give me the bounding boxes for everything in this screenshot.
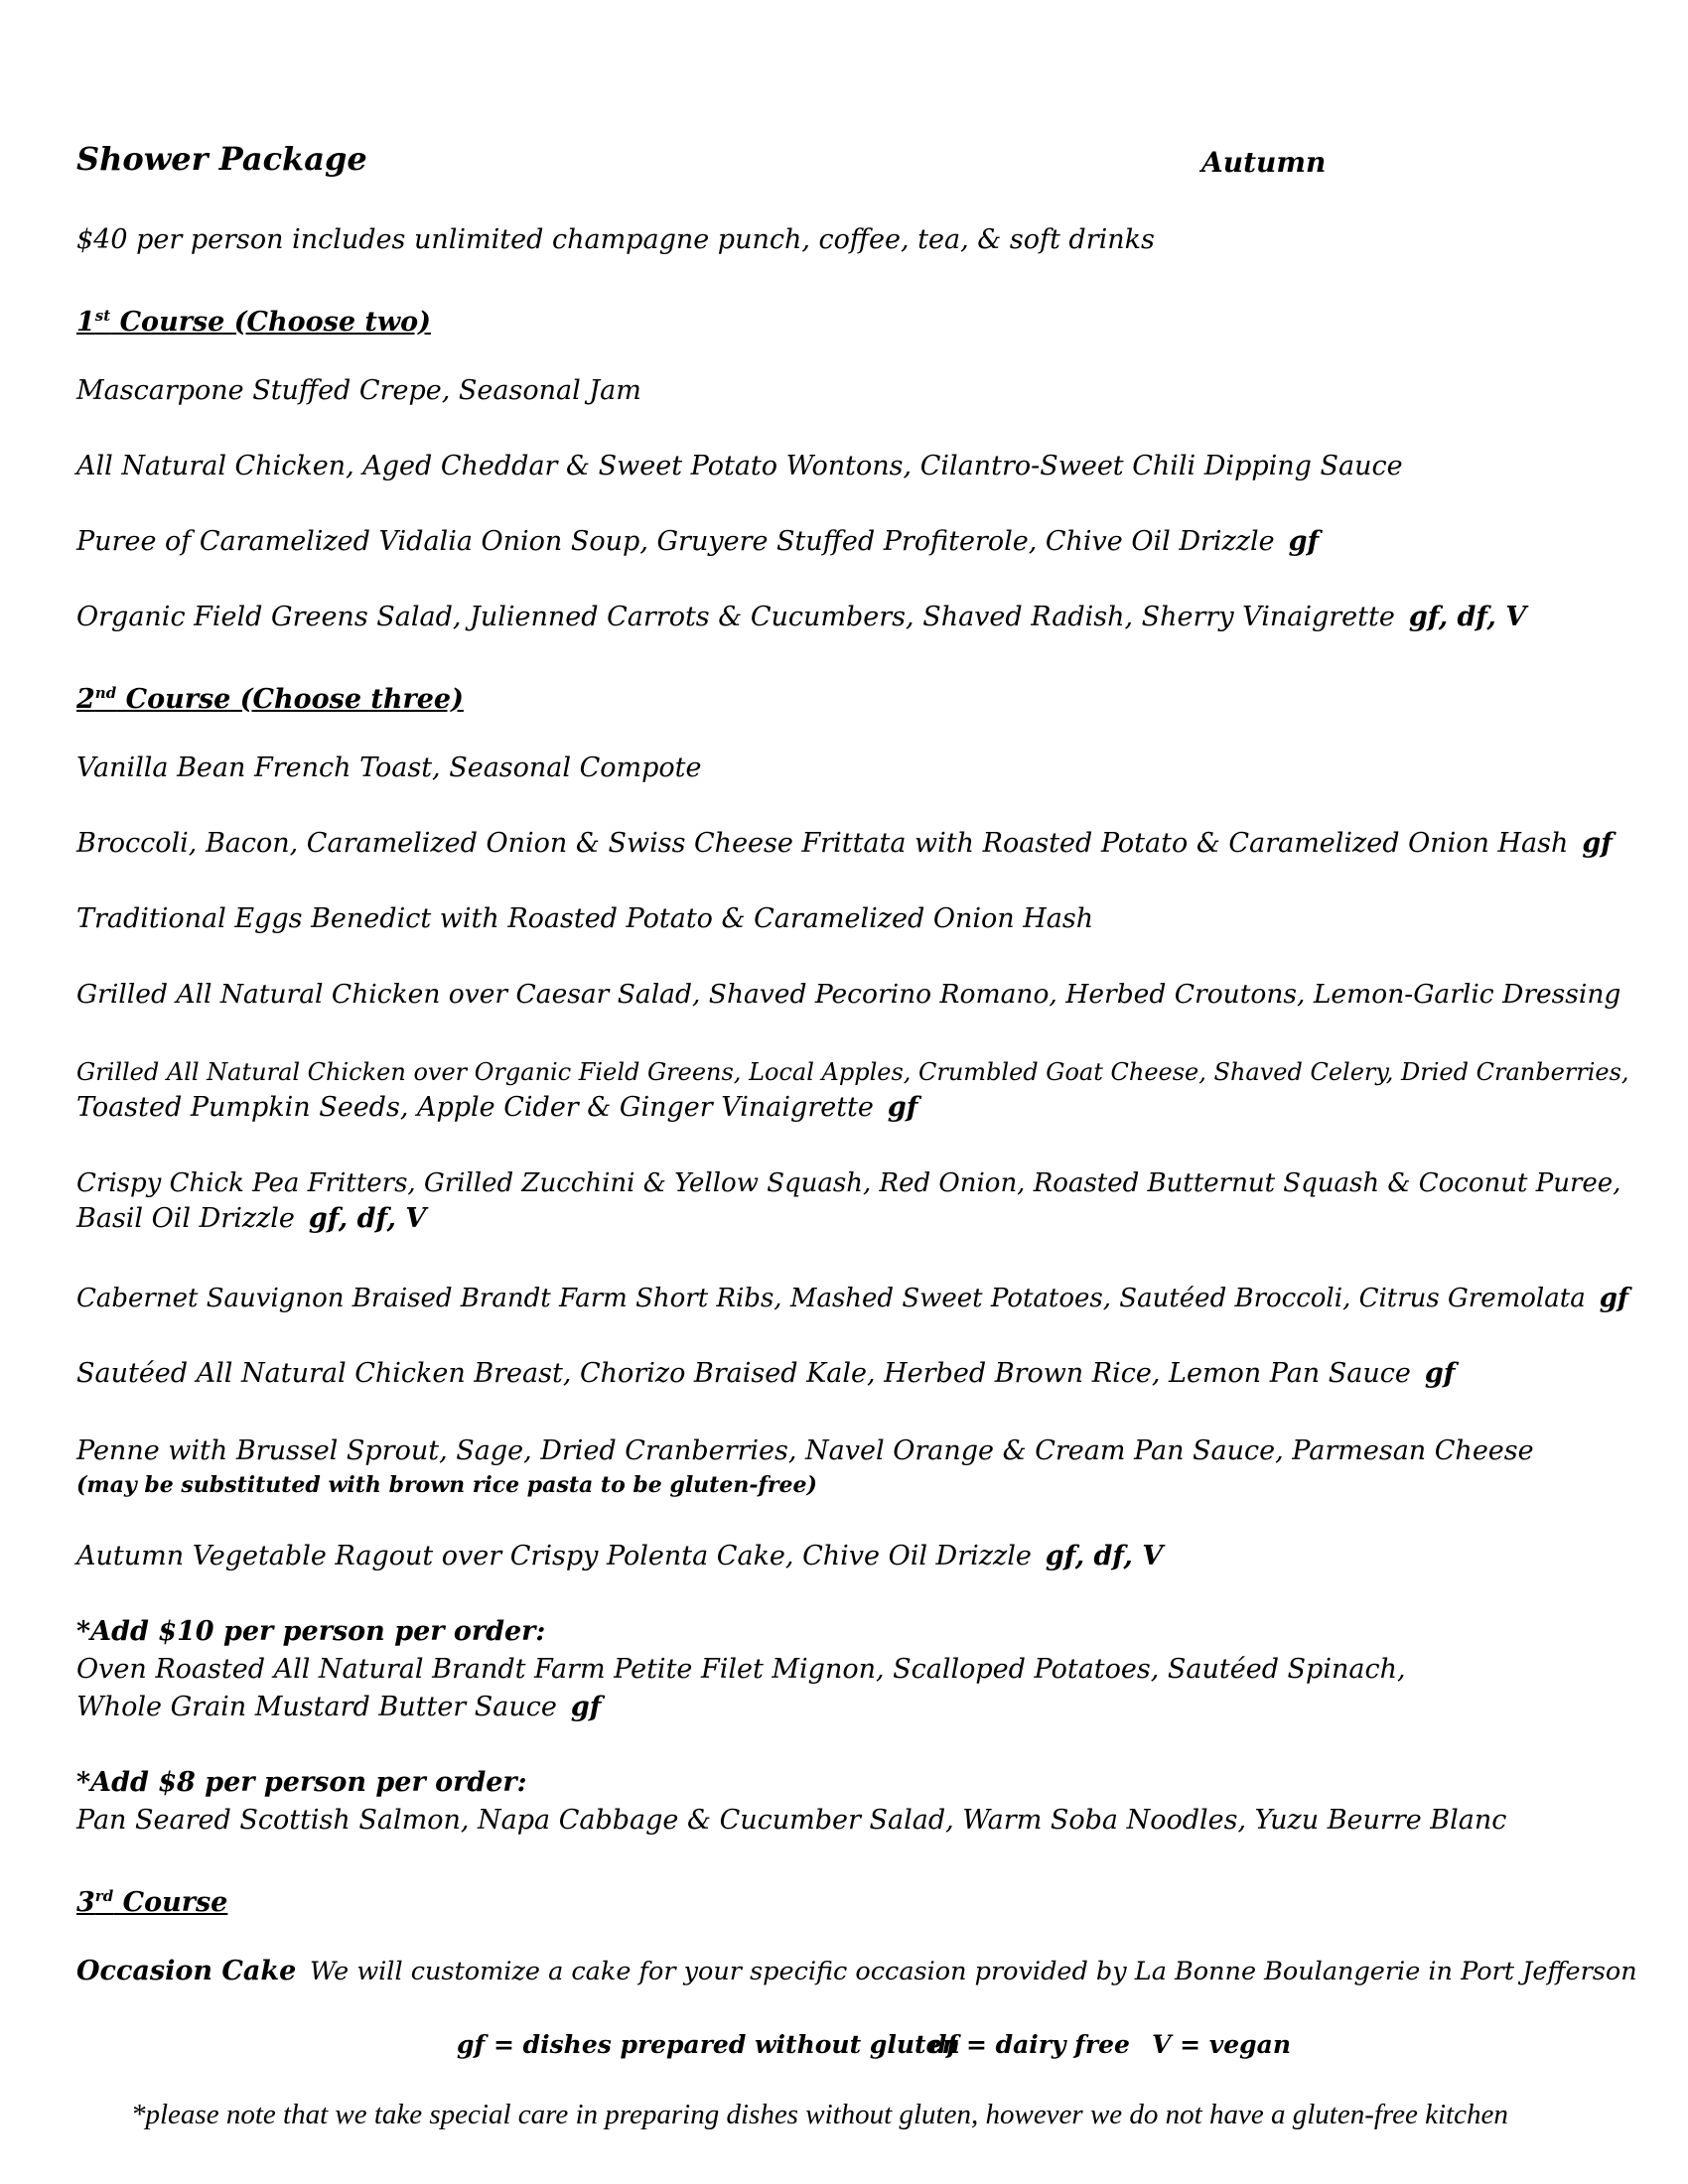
dietary-tags: gf <box>887 1092 918 1123</box>
occasion-cake-label: Occasion Cake <box>76 1956 297 1986</box>
menu-item: All Natural Chicken, Aged Cheddar & Sweet Potato Wontons, Cilantro-Sweet Chili Dipping Sauce <box>76 451 1403 481</box>
dietary-tags: gf <box>1582 828 1613 859</box>
menu-item: Mascarpone Stuffed Crepe, Seasonal Jam <box>76 375 641 406</box>
occasion-cake-description: We will customize a cake for your specific occasion provided by La Bonne Boulangerie in Port Jefferson <box>310 1957 1637 1986</box>
addon-item: Pan Seared Scottish Salmon, Napa Cabbage & Cucumber Salad, Warm Soba Noodles, Yuzu Beurre Blanc <box>76 1805 1507 1836</box>
course-3-heading: 3rd Course <box>76 1887 228 1918</box>
addon-item-line2: Whole Grain Mustard Butter Sauce gf <box>76 1692 602 1722</box>
legend-df: df = dairy free <box>929 2030 1130 2059</box>
dietary-tags: gf, df, V <box>308 1203 427 1234</box>
addon-label: *Add $10 per person per order: <box>76 1616 546 1647</box>
menu-item: Vanilla Bean French Toast, Seasonal Compote <box>76 752 702 783</box>
menu-item: Crispy Chick Pea Fritters, Grilled Zucchini & Yellow Squash, Red Onion, Roasted Butternut Squash & Coconut Puree, <box>76 1168 1621 1198</box>
menu-item: Broccoli, Bacon, Caramelized Onion & Swiss Cheese Frittata with Roasted Potato & Caramelized Onion Hash gf <box>76 828 1613 859</box>
addon-label: *Add $8 per person per order: <box>76 1767 527 1798</box>
addon-item: Oven Roasted All Natural Brandt Farm Petite Filet Mignon, Scalloped Potatoes, Sautéed Spinach, <box>76 1654 1406 1685</box>
menu-item-line2: Basil Oil Drizzle gf, df, V <box>76 1203 427 1234</box>
gluten-disclaimer: *please note that we take special care in preparing dishes without gluten, however we do not have a gluten-free kitchen <box>131 2099 1508 2130</box>
menu-item: Puree of Caramelized Vidalia Onion Soup, Gruyere Stuffed Profiterole, Chive Oil Drizzle gf <box>76 526 1320 557</box>
menu-item: Grilled All Natural Chicken over Organic Field Greens, Local Apples, Crumbled Goat Cheese, Shaved Celery, Dried Cranberries, <box>76 1058 1629 1086</box>
menu-item: Sautéed All Natural Chicken Breast, Chorizo Braised Kale, Herbed Brown Rice, Lemon Pan Sauce gf <box>76 1358 1456 1389</box>
dietary-tags: gf <box>1424 1358 1456 1389</box>
menu-item-note: (may be substituted with brown rice pasta to be gluten-free) <box>76 1472 817 1498</box>
menu-item: Penne with Brussel Sprout, Sage, Dried Cranberries, Navel Orange & Cream Pan Sauce, Parmesan Cheese <box>76 1435 1534 1466</box>
page-title: Shower Package <box>76 140 367 178</box>
dietary-tags: gf, df, V <box>1045 1541 1164 1571</box>
dietary-tags: gf, df, V <box>1408 602 1527 632</box>
dietary-tags: gf <box>1288 526 1320 557</box>
price-line: $40 per person includes unlimited champagne punch, coffee, tea, & soft drinks <box>76 224 1155 255</box>
course-2-heading: 2nd Course (Choose three) <box>76 684 464 715</box>
menu-item-line2: Toasted Pumpkin Seeds, Apple Cider & Ginger Vinaigrette gf <box>76 1092 918 1123</box>
season-label: Autumn <box>1201 146 1327 179</box>
menu-item: Grilled All Natural Chicken over Caesar Salad, Shaved Pecorino Romano, Herbed Croutons, Lemon-Garlic Dressing <box>76 979 1621 1010</box>
menu-item: Traditional Eggs Benedict with Roasted Potato & Caramelized Onion Hash <box>76 903 1094 934</box>
menu-item: Organic Field Greens Salad, Julienned Carrots & Cucumbers, Shaved Radish, Sherry Vinaigrette gf, df, V <box>76 602 1527 632</box>
menu-item: Autumn Vegetable Ragout over Crispy Polenta Cake, Chive Oil Drizzle gf, df, V <box>76 1541 1164 1571</box>
legend-vegan: V = vegan <box>1152 2030 1292 2059</box>
course-1-heading: 1st Course (Choose two) <box>76 307 431 338</box>
menu-item: Cabernet Sauvignon Braised Brandt Farm Short Ribs, Mashed Sweet Potatoes, Sautéed Broccoli, Citrus Gremolata gf <box>76 1284 1629 1313</box>
legend-gf: gf = dishes prepared without gluten <box>457 2030 960 2059</box>
dietary-tags: gf <box>570 1692 602 1722</box>
dietary-tags: gf <box>1599 1284 1629 1313</box>
